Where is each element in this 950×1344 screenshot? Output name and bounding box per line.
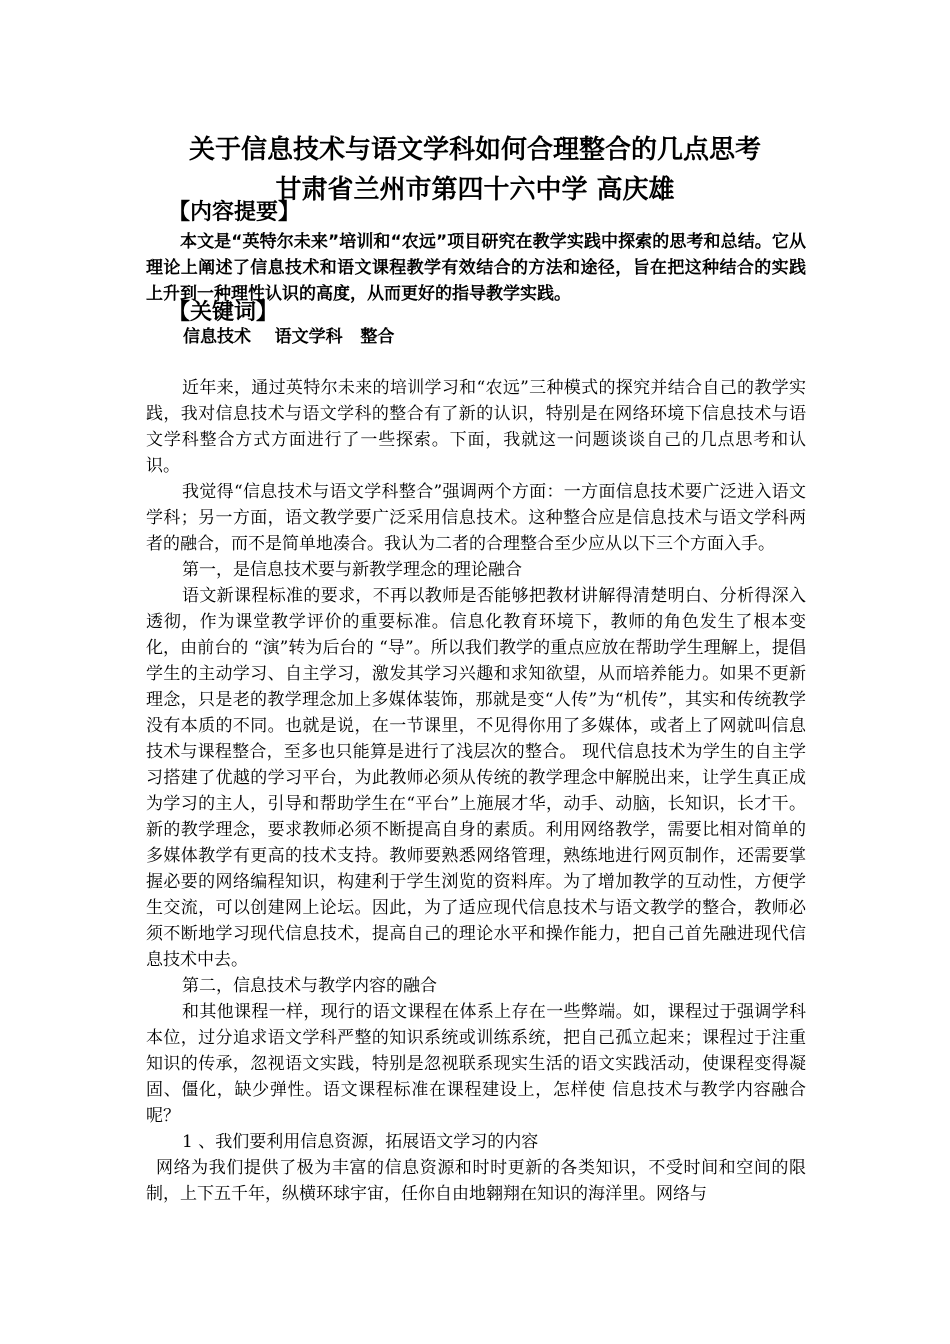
- section-heading: 第一，是信息技术要与新教学理念的理论融合: [182, 560, 522, 580]
- paragraph: 我觉得“信息技术与语文学科整合”强调两个方面：一方面信息技术要广泛进入语文学科；另一方面，语文教学要广泛采用信息技术。这种整合应是信息技术与语文学科两者的融合，而不是简单地凑合。我认为二者的合理整合至少应从以下三个方面入手。: [146, 482, 806, 554]
- author-line: 甘肃省兰州市第四十六中学 高庆雄: [275, 175, 675, 205]
- keywords-heading: 【关键词】: [168, 300, 279, 325]
- paragraph: 语文新课程标准的要求，不再以教师是否能够把教材讲解得清楚明白、分析得深入透彻，作为课堂教学评价的重要标准。信息化教育环境下，教师的角色发生了根本变化，由前台的 “演”转为后台的 “导”。所以我们教学的重点应放在帮助学生理解上，提倡学生的主动学习、自主学习，激发其学习兴趣和求知欲望，从而培养能力。如果不更新理念，只是老的教学理念加上多媒体装饰，那就是变“人传”为“机传”，其实和传统教学没有本质的不同。也就是说，在一节课里，不见得你用了多媒体，或者上了网就叫信息技术与课程整合，至多也只能算是进行了浅层次的整合。 现代信息技术为学生的自主学习搭建了优越的学习平台，为此教师必须从传统的教学理念中解脱出来，让学生真正成为学习的主人，引导和帮助学生在“平台”上施展才华，动手、动脑，长知识，长才干。新的教学理念，要求教师必须不断提高自身的素质。利用网络教学，需要比相对简单的多媒体教学有更高的技术支持。教师要熟悉网络管理，熟练地进行网页制作，还需要掌握必要的网络编程知识，构建利于学生浏览的资料库。为了增加教学的互动性，方便学生交流，可以创建网上论坛。因此，为了适应现代信息技术与语文教学的整合，教师必须不断地学习现代信息技术，提高自己的理论水平和操作能力，把自己首先融进现代信息技术中去。: [146, 586, 806, 970]
- abstract-text: 本文是“英特尔未来”培训和“农远”项目研究在教学实践中探索的思考和总结。它从理论上阐述了信息技术和语文课程教学有效结合的方法和途径，旨在把这种结合的实践上升到一种理性认识的高度，从而更好的指导教学实践。: [146, 232, 806, 304]
- paragraph: 和其他课程一样，现行的语文课程在体系上存在一些弊端。如，课程过于强调学科本位，过分追求语文学科严整的知识系统或训练系统，把自己孤立起来；课程过于注重知识的传承，忽视语文实践，特别是忽视联系现实生活的语文实践活动，使课程变得凝固、僵化，缺少弹性。语文课程标准在课程建设上，怎样使 信息技术与教学内容融合呢？: [146, 1002, 806, 1126]
- document-title: 关于信息技术与语文学科如何合理整合的几点思考: [188, 135, 761, 165]
- body-text: [146, 375, 806, 1207]
- paragraph: 近年来，通过英特尔未来的培训学习和“农远”三种模式的探究并结合自己的教学实践，我对信息技术与语文学科的整合有了新的认识，特别是在网络环境下信息技术与语文学科整合方式方面进行了一些探索。下面，我就这一问题谈谈自己的几点思考和认识。: [146, 378, 806, 476]
- paragraph: 网络为我们提供了极为丰富的信息资源和时时更新的各类知识，不受时间和空间的限制，上下五千年，纵横环球宇宙，任你自由地翱翔在知识的海洋里。网络与: [146, 1158, 806, 1204]
- keywords-text: 信息技术 语文学科 整合: [183, 327, 395, 347]
- abstract-heading: 【内容提要】: [168, 200, 301, 225]
- section-heading: 第二，信息技术与教学内容的融合: [182, 976, 437, 996]
- subsection-heading: 1 、我们要利用信息资源，拓展语文学习的内容: [182, 1132, 539, 1152]
